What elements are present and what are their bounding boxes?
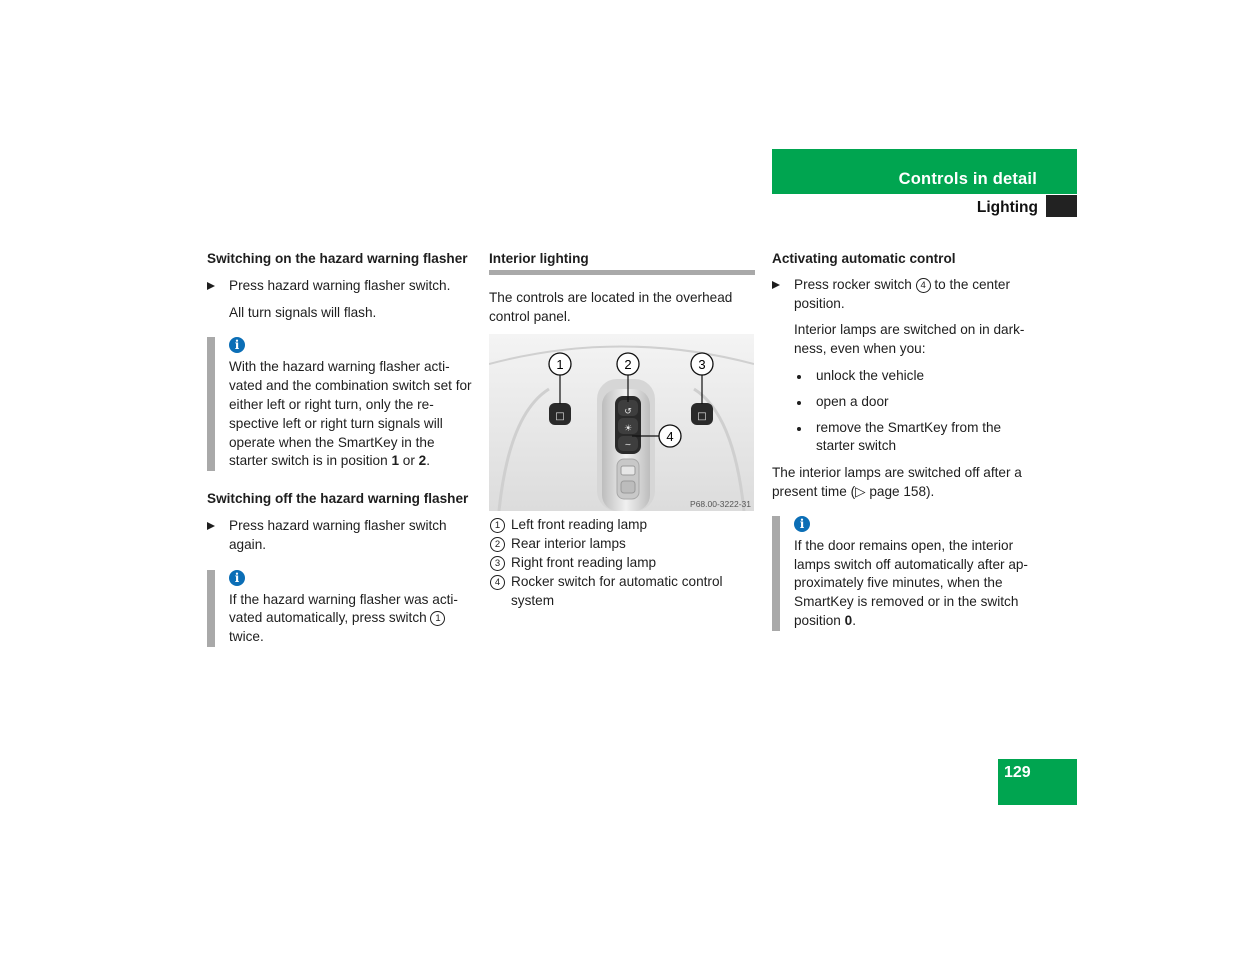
info-note-2-text: If the hazard warning flasher was acti-vated automatically, press switch 1 twice. (229, 591, 458, 645)
svg-text:↺: ↺ (624, 407, 632, 418)
callout-3 (691, 353, 713, 375)
info-note-3-text: If the door remains open, the interior lamps switch off automatically after ap-proximately five minutes, when the SmartKey is removed or in the switch position 0. (794, 537, 1028, 628)
column-automatic-control (772, 250, 1040, 631)
svg-text:□: □ (555, 411, 565, 423)
header-marker (1046, 195, 1077, 217)
figure-code: P68.00-3222-31 (690, 499, 751, 510)
info-bar (772, 516, 780, 631)
legend-item: 1 Left front reading lamp (489, 516, 755, 535)
condition-list (772, 367, 1040, 456)
control-panel-illustration (489, 334, 754, 511)
info-note-1-text: With the hazard warning flasher acti-vated and the combination switch set for either left or right turn, only the re-spective left or right turn signals will operate when the SmartKey in the starter switch is in position 1 or 2. (229, 359, 472, 469)
info-icon: i (229, 337, 245, 353)
overhead-control-panel-figure (489, 334, 754, 511)
heading-automatic-control: Activating automatic control (772, 251, 956, 266)
section-title: Controls in detail (898, 170, 1037, 188)
info-icon: i (229, 570, 245, 586)
info-bar (207, 570, 215, 647)
step-press-switch: Press hazard warning flasher switch. (207, 277, 472, 296)
result-text: All turn signals will flash. (229, 304, 377, 320)
subsection-title: Lighting (976, 199, 1038, 216)
info-icon: i (794, 516, 810, 532)
column-interior-lighting (489, 250, 755, 610)
info-note-1 (207, 337, 472, 471)
svg-text:2: 2 (624, 357, 632, 373)
step-press-switch-again: Press hazard warning flasher switch again. (207, 517, 472, 555)
callout-number: 4 (916, 278, 931, 293)
callout-4 (659, 425, 681, 447)
section-header-band (772, 149, 1077, 194)
callout-2 (617, 353, 639, 375)
heading-hazard-on: Switching on the hazard warning flasher (207, 251, 468, 266)
svg-text:3: 3 (698, 357, 706, 373)
callout-1 (549, 353, 571, 375)
svg-text:1: 1 (556, 357, 564, 373)
info-note-2 (207, 570, 472, 647)
figure-legend (489, 516, 755, 610)
callout-number: 1 (430, 611, 445, 626)
list-item: open a door (772, 393, 1040, 412)
svg-text:☀: ☀ (623, 424, 633, 435)
column-hazard-flasher (207, 250, 472, 647)
step-arrow-icon (207, 282, 215, 290)
list-item: remove the SmartKey from the starter switch (772, 419, 1040, 457)
page-number: 129 (1004, 764, 1031, 781)
legend-item: 3 Right front reading lamp (489, 554, 755, 573)
heading-interior-lighting: Interior lighting (489, 250, 755, 275)
heading-hazard-off: Switching off the hazard warning flasher (207, 491, 469, 507)
switch-off-text: The interior lamps are switched off after a present time (▷ page 158). (772, 465, 1022, 499)
legend-item: 2 Rear interior lamps (489, 535, 755, 554)
info-note-3 (772, 516, 1040, 631)
info-bar (207, 337, 215, 471)
list-item: unlock the vehicle (772, 367, 1040, 386)
svg-text:∼: ∼ (624, 440, 632, 450)
svg-text:4: 4 (666, 429, 674, 445)
condition-text: Interior lamps are switched on in dark-ness, even when you: (794, 322, 1025, 357)
legend-item: 4 Rocker switch for automatic control system (489, 573, 755, 611)
step-press-rocker: Press rocker switch 4 to the center position. (772, 276, 1040, 314)
svg-text:□: □ (697, 411, 707, 423)
intro-text: The controls are located in the overhead control panel. (489, 289, 733, 324)
step-arrow-icon (207, 522, 215, 530)
page-number-badge (998, 759, 1077, 805)
step-arrow-icon (772, 281, 780, 289)
